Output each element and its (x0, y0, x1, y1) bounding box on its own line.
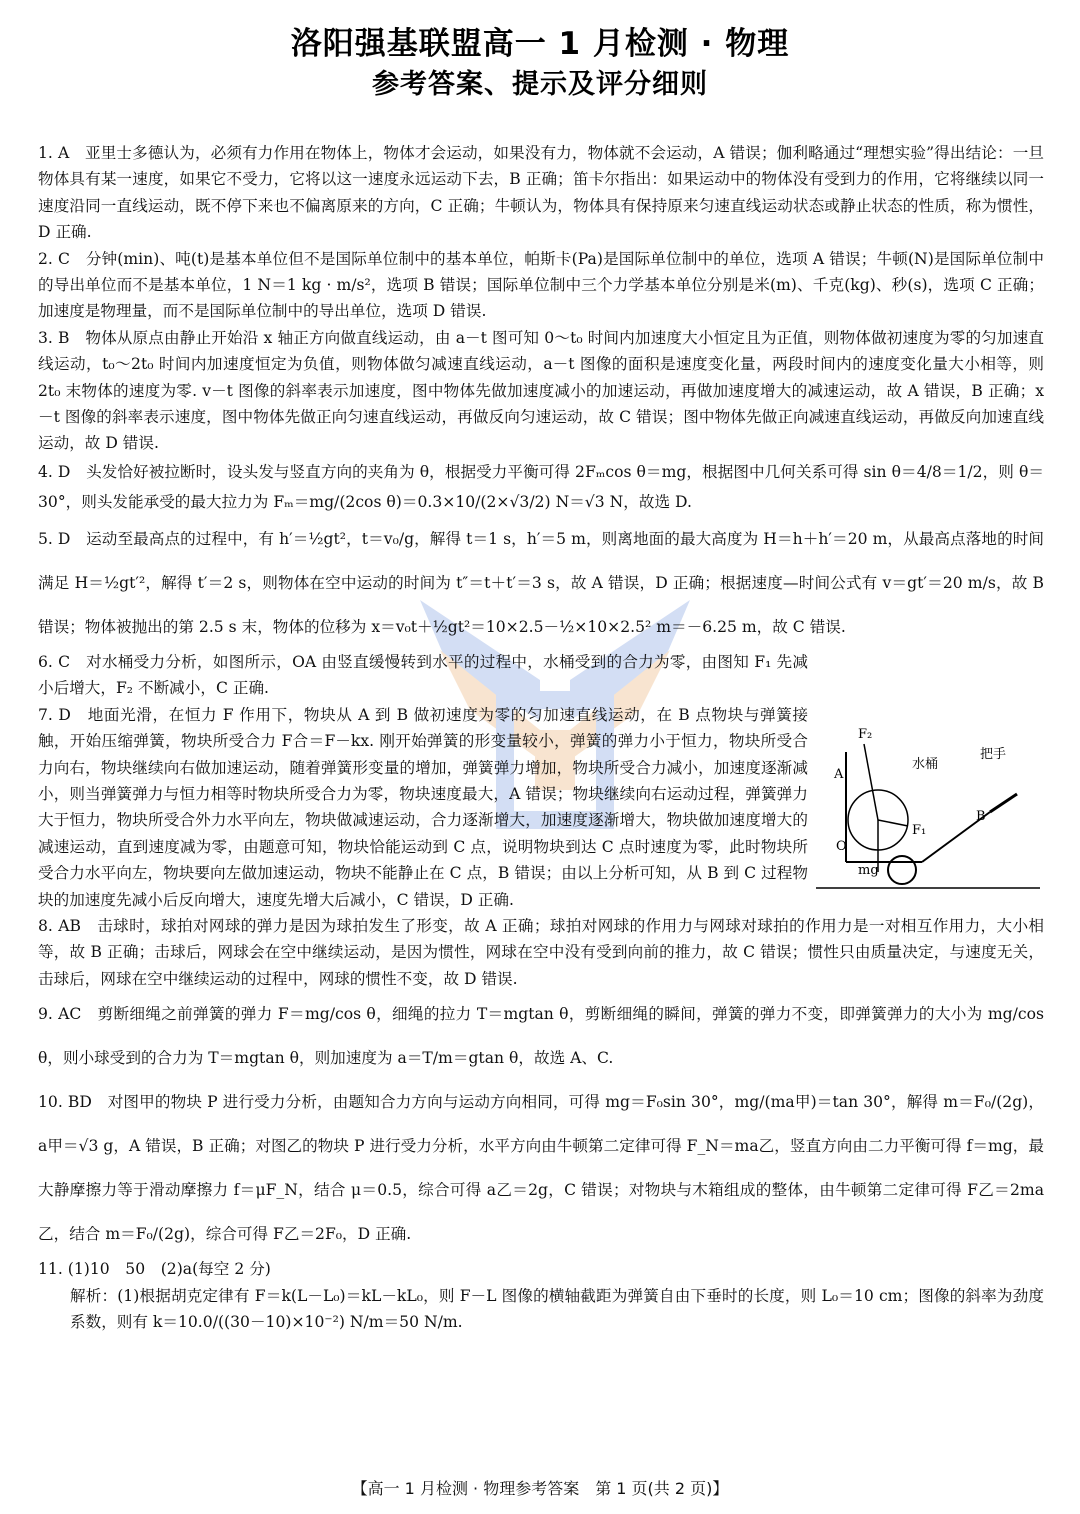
handle-bar (990, 794, 1017, 812)
label-mg: mg (858, 863, 879, 878)
wheel (888, 856, 916, 884)
answer-6: 6. C 对水桶受力分析，如图所示，OA 由竖直缓慢转到水平的过程中，水桶受到的合力为零，由图知 F₁ 先减小后增大，F₂ 不断减小，C 正确. (38, 652, 808, 698)
answer-4: 4. D 头发恰好被拉断时，设头发与竖直方向的夹角为 θ，根据受力平衡可得 2Fₘcos θ＝mg，根据图中几何关系可得 sin θ＝4/8＝1/2，则 θ＝30°，则头发能承受的最大拉力为 Fₘ＝mg/(2cos θ)＝0.3×10/(2×√3/2) N＝√3 N，故选 D. (38, 462, 1044, 511)
label-o: O (836, 839, 847, 854)
answer-3: 3. B 物体从原点由静止开始沿 x 轴正方向做直线运动，由 a－t 图可知 0～t₀ 时间内加速度大小恒定且为正值，则物体做初速度为零的匀加速直线运动，t₀～2t₀ 时间内加速度恒定为负值，则物体做匀减速直线运动，a－t 图像的面积是速度变化量，两段时间内的速度变化量大小相等，则 2t₀ 末物体的速度为零. v－t 图像的斜率表示加速度，图中物体先做加速度减小的加速运动，再做加速度增大的减速运动，故 A 错误，B 正确；x－t 图像的斜率表示速度，图中物体先做正向匀速直线运动，再做反向匀速运动，故 C 错误；图中物体先做正向减速直线运动，再做反向加速直线运动，故 D 错误. (38, 328, 1044, 453)
f1-arrow (878, 820, 908, 826)
page-footer: 【高一 1 月检测 · 物理参考答案 第 1 页(共 2 页)】 (351, 1479, 729, 1498)
label-handle: 把手 (980, 747, 1007, 762)
label-f2: F₂ (858, 727, 873, 742)
answer-11: 11. (1)10 50 (2)a(每空 2 分) (38, 1260, 271, 1279)
page-title: 洛阳强基联盟高一 1 月检测 · 物理 (290, 26, 790, 62)
label-a: A (834, 767, 844, 782)
answer-2: 2. C 分钟(min)、吨(t)是基本单位但不是国际单位制中的基本单位，帕斯卡(Pa)是国际单位制中的单位，选项 A 错误；牛顿(N)是国际单位制中的导出单位而不是基本单位，1 N＝1 kg · m/s²，选项 B 错误；国际单位制中三个力学基本单位分别是米(m)、千克(kg)、秒(s)，选项 C 正确；加速度是物理量，而不是国际单位制中的导出单位，选项 D 错误. (38, 249, 1044, 321)
answer-7: 7. D 地面光滑，在恒力 F 作用下，物块从 A 到 B 做初速度为零的匀加速直线运动，在 B 点物块与弹簧接触，开始压缩弹簧，物块所受合力 F合＝F－kx. 刚开始弹簧的形变量较小，弹簧的弹力小于恒力，物块所受合力向右，物块继续向右做加速运动，随着弹簧形变量的增加，弹簧弹力增加，物块所受合力减小，加速度逐渐减小，则当弹簧弹力与恒力相等时物块所受合力为零，物块速度最大，A 错误；物块继续向右运动过程，弹簧弹力大于恒力，物块所受合外力水平向左，物块做减速运动，合力逐渐增大，加速度逐渐增大，物块做加速度增大的减速运动，直到速度减为零，由题意可知，物块恰能运动到 C 点，说明物块到达 C 点时速度为零，此时物块所受合力水平向左，物块要向左做加速运动，物块不能静止在 C 点，B 错误；由以上分析可知，从 B 到 C 过程物块的加速度先减小后反向增大，速度先增大后减小，C 错误，D 正确. (38, 705, 808, 909)
page-subtitle: 参考答案、提示及评分细则 (372, 69, 708, 100)
answer-5: 5. D 运动至最高点的过程中，有 h′＝½gt²，t＝v₀/g，解得 t＝1 s，h′＝5 m，则离地面的最大高度为 H＝h＋h′＝20 m，从最高点落地的时间满足 H＝½gt′²，解得 t′＝2 s，则物体在空中运动的时间为 t″＝t＋t′＝3 s，故 A 错误，D 正确；根据速度—时间公式有 v＝gt′＝20 m/s，故 B 错误；物体被抛出的第 2.5 s 末，物体的位移为 x＝v₀t＋½gt²＝10×2.5－½×10×2.5² m＝－6.25 m，故 C 错误. (38, 529, 1044, 636)
label-f1: F₁ (912, 823, 927, 838)
bucket-cart-figure (812, 722, 1044, 900)
label-bucket: 水桶 (912, 757, 939, 772)
answer-9: 9. AC 剪断细绳之前弹簧的弹力 F＝mg/cos θ，细绳的拉力 T＝mgtan θ，剪断细绳的瞬间，弹簧的弹力不变，即弹簧弹力的大小为 mg/cos θ，则小球受到的合力为 T＝mgtan θ，则加速度为 a＝T/m＝gtan θ，故选 A、C. (38, 1005, 1044, 1068)
answer-8: 8. AB 击球时，球拍对网球的弹力是因为球拍发生了形变，故 A 正确；球拍对网球的作用力与网球对球拍的作用力是一对相互作用力，大小相等，故 B 正确；击球后，网球会在空中继续运动，是因为惯性，网球在空中没有受到向前的推力，故 C 错误；惯性只由质量决定，与速度无关，击球后，网球在空中继续运动的过程中，网球的惯性不变，故 D 错误. (38, 916, 1044, 988)
label-b: B (976, 809, 986, 824)
f2-arrow (864, 744, 878, 820)
answer-11-analysis: 解析：(1)根据胡克定律有 F＝k(L－L₀)＝kL－kL₀，则 F－L 图像的横轴截距为弹簧自由下垂时的长度，则 L₀＝10 cm；图像的斜率为劲度系数，则有 k＝10.0/((30－10)×10⁻²) N/m＝50 N/m. (70, 1286, 1044, 1331)
answer-10: 10. BD 对图甲的物块 P 进行受力分析，由题知合力方向与运动方向相同，可得 mg＝F₀sin 30°，mg/(ma甲)＝tan 30°，解得 m＝F₀/(2g)，a甲＝√3 g，A 错误，B 正确；对图乙的物块 P 进行受力分析，水平方向由牛顿第二定律可得 F_N＝ma乙，竖直方向由二力平衡可得 f＝mg，最大静摩擦力等于滑动摩擦力 f＝μF_N，结合 μ＝0.5，综合可得 a乙＝2g，C 错误；对物块与木箱组成的整体，由牛顿第二定律可得 F乙＝2ma乙，结合 m＝F₀/(2g)，综合可得 F乙＝2F₀，D 正确. (38, 1093, 1044, 1244)
answer-1: 1. A 亚里士多德认为，必须有力作用在物体上，物体才会运动，如果没有力，物体就不会运动，A 错误；伽利略通过“理想实验”得出结论：一旦物体具有某一速度，如果它不受力，它将以这一速度永远运动下去，B 正确；笛卡尔指出：如果运动中的物体没有受到力的作用，它将继续以同一速度沿同一直线运动，既不停下来也不偏离原来的方向，C 正确；牛顿认为，物体具有保持原来匀速直线运动状态或静止状态的性质，称为惯性，D 正确. (38, 144, 1044, 242)
